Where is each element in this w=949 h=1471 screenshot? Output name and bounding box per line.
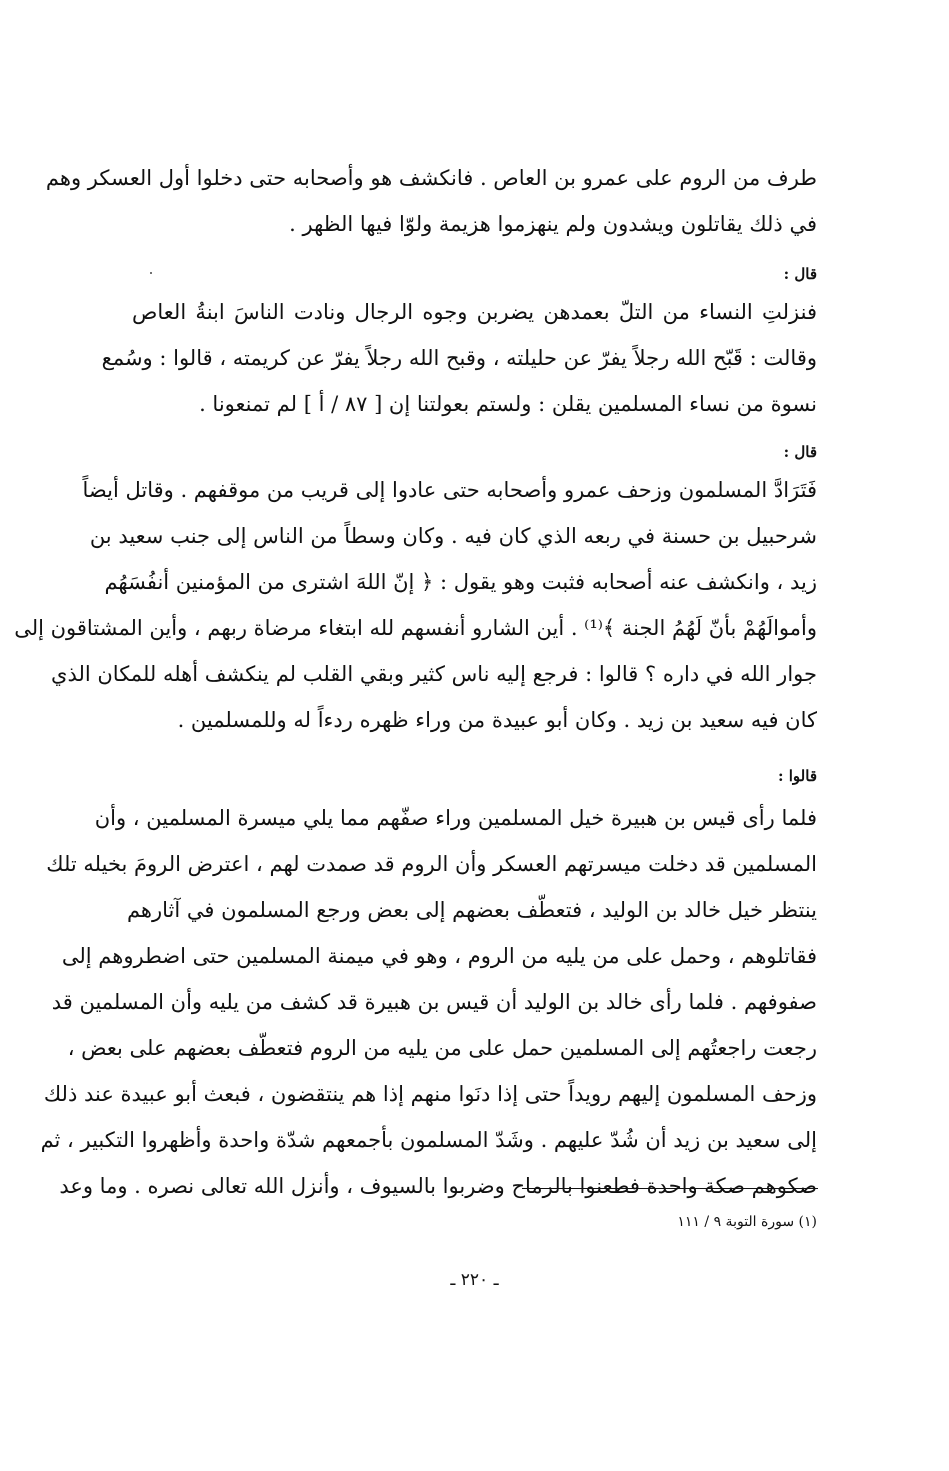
section-heading: قالوا :	[778, 767, 817, 785]
text-line: فقاتلوهم ، وحمل على من يليه من الروم ، وهو في ميمنة المسلمين حتى اضطروهم إلى	[61, 944, 817, 968]
section-heading: قال :	[783, 265, 817, 283]
footnote: (١) سورة التوبة ٩ / ١١١	[677, 1214, 817, 1230]
text-line: رجعت راجعتُهم إلى المسلمين حمل على من يليه من الروم فتعطّف بعضهم على بعض ،	[67, 1036, 817, 1060]
footnote-rule	[522, 1188, 818, 1189]
text-line: صكوهم صكة واحدة فطعنوا بالرماح وضربوا بالسيوف ، وأنزل الله تعالى نصره . وما وعد	[59, 1174, 817, 1198]
text-line: نسوة من نساء المسلمين يقلن : ولستم بعولتنا إن [ ٨٧ / أ ] لم تمنعونا .	[199, 392, 817, 416]
text-line: صفوفهم . فلما رأى خالد بن الوليد أن قيس بن هبيرة قد كشف من يليه وأن المسلمين قد	[51, 990, 817, 1014]
text-line: ينتظر خيل خالد بن الوليد ، فتعطّف بعضهم إلى بعض ورجع المسلمون في آثارهم	[126, 898, 817, 922]
scan-speck	[150, 272, 152, 274]
text-line: وقالت : قَبّح الله رجلاً يفرّ عن حليلته ، وقبح الله رجلاً يفرّ عن كريمته ، قالوا : وسُمع	[101, 346, 817, 370]
text-line: في ذلك يقاتلون ويشدون ولم ينهزموا هزيمة ولوّا فيها الظهر .	[289, 212, 817, 236]
text-line: شرحبيل بن حسنة في ربعه الذي كان فيه . وكان وسطاً من الناس إلى جنب سعيد بن	[89, 524, 817, 548]
text-line: كان فيه سعيد بن زيد . وكان أبو عبيدة من وراء ظهره ردءاً له وللمسلمين .	[177, 708, 817, 732]
text-line: وأموالَهُمْ بأنّ لَهُمُ الجنة ﴾⁽¹⁾ . أين الشارو أنفسهم لله ابتغاء مرضاة ربهم ، وأين المشتاقون إلى	[14, 616, 817, 640]
text-line: زيد ، وانكشف عنه أصحابه فثبت وهو يقول : ﴿ إنّ اللهَ اشترى من المؤمنين أنفُسَهُم	[104, 570, 817, 594]
text-line: فلما رأى قيس بن هبيرة خيل المسلمين وراء صفّهم مما يلي ميسرة المسلمين ، وأن	[94, 806, 817, 830]
text-line: فَتَرَادَّ المسلمون وزحف عمرو وأصحابه حتى عادوا إلى قريب من موقفهم . وقاتل أيضاً	[82, 478, 817, 502]
page-number: ـ ٢٢٠ ـ	[450, 1270, 499, 1290]
text-line: إلى سعيد بن زيد أن شُدّ عليهم . وشَدّ المسلمون بأجمعهم شدّة واحدة وأظهروا التكبير ، ثم	[40, 1128, 817, 1152]
section-heading: قال :	[783, 443, 817, 461]
text-line: وزحف المسلمون إليهم رويداً حتى إذا دنَوا منهم إذا هم ينتقضون ، فبعث أبو عبيدة عند ذلك	[43, 1082, 817, 1106]
text-line: جوار الله في داره ؟ قالوا : فرجع إليه ناس كثير وبقي القلب لم ينكشف أهله للمكان الذي	[51, 662, 817, 686]
text-line: المسلمين قد دخلت ميسرتهم العسكر وأن الروم قد صمدت لهم ، اعترض الرومَ بخيله تلك	[46, 852, 817, 876]
text-line: فنزلتِ النساء من التلّ بعمدهن يضربن وجوه الرجال ونادت الناسَ ابنةُ العاص	[132, 300, 817, 324]
text-line: طرف من الروم على عمرو بن العاص . فانكشف هو وأصحابه حتى دخلوا أول العسكر وهم	[45, 166, 817, 190]
